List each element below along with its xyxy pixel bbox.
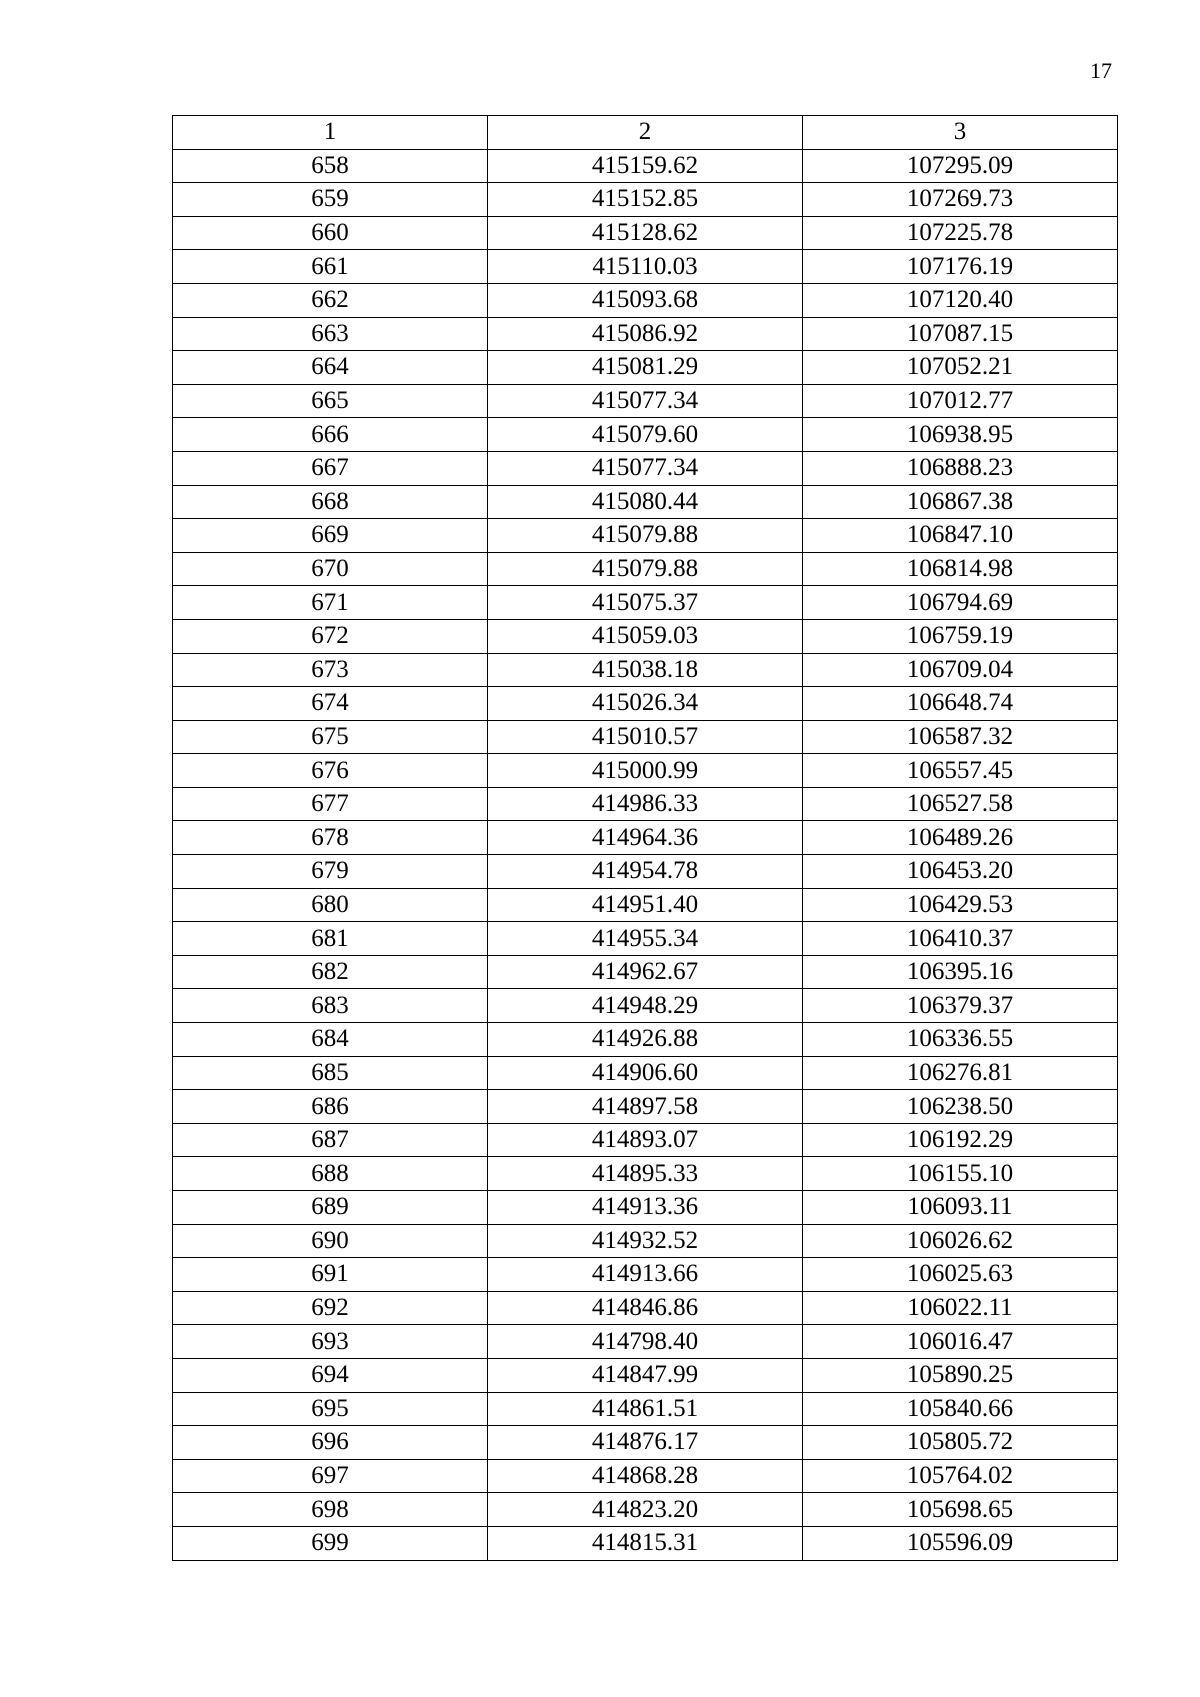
table-cell-col-3: 106938.95 — [803, 418, 1118, 452]
table-cell-col-2: 415059.03 — [488, 619, 803, 653]
table-cell-col-1: 664 — [173, 351, 488, 385]
table-row — [173, 1056, 1118, 1090]
table-cell-col-2: 414951.40 — [488, 888, 803, 922]
table-cell-col-3: 106429.53 — [803, 888, 1118, 922]
table-body — [173, 149, 1118, 1560]
table-cell-col-2: 415080.44 — [488, 485, 803, 519]
table-cell-col-2: 414913.36 — [488, 1191, 803, 1225]
table-cell-col-2: 414895.33 — [488, 1157, 803, 1191]
table-cell-col-3: 105596.09 — [803, 1526, 1118, 1560]
table-cell-col-2: 415079.88 — [488, 552, 803, 586]
table-cell-col-3: 105805.72 — [803, 1426, 1118, 1460]
table-cell-col-2: 415077.34 — [488, 451, 803, 485]
table-cell-col-3: 106587.32 — [803, 720, 1118, 754]
table-cell-col-1: 674 — [173, 687, 488, 721]
table-cell-col-1: 662 — [173, 283, 488, 317]
table-cell-col-3: 106888.23 — [803, 451, 1118, 485]
table-cell-col-1: 696 — [173, 1426, 488, 1460]
table-cell-col-2: 414893.07 — [488, 1123, 803, 1157]
table-row — [173, 317, 1118, 351]
table-cell-col-3: 106847.10 — [803, 519, 1118, 553]
table-row — [173, 283, 1118, 317]
table-cell-col-2: 414955.34 — [488, 922, 803, 956]
table-cell-col-2: 415086.92 — [488, 317, 803, 351]
table-cell-col-3: 106648.74 — [803, 687, 1118, 721]
table-cell-col-2: 414964.36 — [488, 821, 803, 855]
table-cell-col-1: 659 — [173, 183, 488, 217]
table-cell-col-2: 415079.60 — [488, 418, 803, 452]
table-cell-col-2: 414913.66 — [488, 1258, 803, 1292]
table-row — [173, 1090, 1118, 1124]
table-row — [173, 183, 1118, 217]
table-row — [173, 250, 1118, 284]
table-row — [173, 216, 1118, 250]
table-row — [173, 653, 1118, 687]
table-cell-col-2: 414798.40 — [488, 1325, 803, 1359]
coordinates-table — [172, 115, 1118, 1561]
table-cell-col-3: 107176.19 — [803, 250, 1118, 284]
table-cell-col-1: 671 — [173, 586, 488, 620]
table-cell-col-2: 414823.20 — [488, 1493, 803, 1527]
table-cell-col-3: 106379.37 — [803, 989, 1118, 1023]
table-row — [173, 351, 1118, 385]
table-cell-col-2: 415000.99 — [488, 754, 803, 788]
table-cell-col-1: 690 — [173, 1224, 488, 1258]
table-cell-col-2: 414861.51 — [488, 1392, 803, 1426]
table-cell-col-3: 106192.29 — [803, 1123, 1118, 1157]
table-cell-col-3: 106814.98 — [803, 552, 1118, 586]
table-cell-col-2: 414868.28 — [488, 1459, 803, 1493]
table-row — [173, 922, 1118, 956]
table-row — [173, 720, 1118, 754]
table-cell-col-3: 105698.65 — [803, 1493, 1118, 1527]
table-cell-col-2: 415026.34 — [488, 687, 803, 721]
table-cell-col-3: 106022.11 — [803, 1291, 1118, 1325]
table-cell-col-3: 105890.25 — [803, 1358, 1118, 1392]
table-row — [173, 1157, 1118, 1191]
table-cell-col-2: 414906.60 — [488, 1056, 803, 1090]
table-cell-col-2: 415075.37 — [488, 586, 803, 620]
table-row — [173, 519, 1118, 553]
table-cell-col-3: 107052.21 — [803, 351, 1118, 385]
table-cell-col-3: 105840.66 — [803, 1392, 1118, 1426]
table-cell-col-3: 106759.19 — [803, 619, 1118, 653]
table-cell-col-3: 106794.69 — [803, 586, 1118, 620]
table-cell-col-3: 105764.02 — [803, 1459, 1118, 1493]
table-cell-col-3: 106025.63 — [803, 1258, 1118, 1292]
table-cell-col-3: 106155.10 — [803, 1157, 1118, 1191]
table-cell-col-2: 414948.29 — [488, 989, 803, 1023]
table-cell-col-1: 693 — [173, 1325, 488, 1359]
table-cell-col-1: 694 — [173, 1358, 488, 1392]
table-row — [173, 1392, 1118, 1426]
table-cell-col-2: 415110.03 — [488, 250, 803, 284]
column-header-3: 3 — [803, 116, 1118, 150]
table-row — [173, 1325, 1118, 1359]
table-cell-col-1: 667 — [173, 451, 488, 485]
table-cell-col-3: 107087.15 — [803, 317, 1118, 351]
table-cell-col-2: 414932.52 — [488, 1224, 803, 1258]
table-cell-col-3: 106336.55 — [803, 1023, 1118, 1057]
table-row — [173, 1291, 1118, 1325]
table-cell-col-2: 415081.29 — [488, 351, 803, 385]
table-row — [173, 855, 1118, 889]
table-cell-col-2: 415128.62 — [488, 216, 803, 250]
table-cell-col-3: 106527.58 — [803, 787, 1118, 821]
table-cell-col-3: 107120.40 — [803, 283, 1118, 317]
table-row — [173, 619, 1118, 653]
table-cell-col-3: 107269.73 — [803, 183, 1118, 217]
table-cell-col-2: 414846.86 — [488, 1291, 803, 1325]
table-cell-col-1: 687 — [173, 1123, 488, 1157]
table-cell-col-1: 691 — [173, 1258, 488, 1292]
table-cell-col-1: 673 — [173, 653, 488, 687]
table-cell-col-1: 697 — [173, 1459, 488, 1493]
table-cell-col-1: 682 — [173, 955, 488, 989]
table-row — [173, 754, 1118, 788]
table-cell-col-2: 414926.88 — [488, 1023, 803, 1057]
table-row — [173, 1258, 1118, 1292]
table-cell-col-3: 106453.20 — [803, 855, 1118, 889]
table-cell-col-2: 414962.67 — [488, 955, 803, 989]
table-cell-col-2: 415152.85 — [488, 183, 803, 217]
table-cell-col-1: 663 — [173, 317, 488, 351]
table-cell-col-3: 106238.50 — [803, 1090, 1118, 1124]
table-cell-col-1: 699 — [173, 1526, 488, 1560]
table-cell-col-1: 681 — [173, 922, 488, 956]
table-cell-col-1: 678 — [173, 821, 488, 855]
table-cell-col-1: 677 — [173, 787, 488, 821]
table-cell-col-1: 688 — [173, 1157, 488, 1191]
table-cell-col-2: 415077.34 — [488, 384, 803, 418]
table-row — [173, 149, 1118, 183]
table-row — [173, 1358, 1118, 1392]
table-cell-col-1: 658 — [173, 149, 488, 183]
table-cell-col-3: 106093.11 — [803, 1191, 1118, 1225]
table-row — [173, 687, 1118, 721]
table-cell-col-1: 668 — [173, 485, 488, 519]
table-cell-col-1: 661 — [173, 250, 488, 284]
table-cell-col-1: 695 — [173, 1392, 488, 1426]
table-cell-col-3: 106410.37 — [803, 922, 1118, 956]
table-cell-col-1: 672 — [173, 619, 488, 653]
table-row — [173, 1426, 1118, 1460]
table-cell-col-3: 106867.38 — [803, 485, 1118, 519]
table-row — [173, 552, 1118, 586]
table-row — [173, 1123, 1118, 1157]
table-row — [173, 989, 1118, 1023]
table-cell-col-2: 414954.78 — [488, 855, 803, 889]
table-cell-col-3: 106395.16 — [803, 955, 1118, 989]
page-number: 17 — [1090, 58, 1112, 83]
table-cell-col-3: 106026.62 — [803, 1224, 1118, 1258]
table-row — [173, 787, 1118, 821]
table-cell-col-1: 669 — [173, 519, 488, 553]
table-row — [173, 1191, 1118, 1225]
table-row — [173, 888, 1118, 922]
table-row — [173, 418, 1118, 452]
table-cell-col-2: 415038.18 — [488, 653, 803, 687]
table-row — [173, 451, 1118, 485]
table-row — [173, 1493, 1118, 1527]
table-cell-col-1: 679 — [173, 855, 488, 889]
table-cell-col-1: 670 — [173, 552, 488, 586]
table-row — [173, 1224, 1118, 1258]
table-cell-col-3: 106489.26 — [803, 821, 1118, 855]
table-row — [173, 1023, 1118, 1057]
table-cell-col-1: 680 — [173, 888, 488, 922]
table-cell-col-2: 415159.62 — [488, 149, 803, 183]
table-cell-col-2: 414986.33 — [488, 787, 803, 821]
table-cell-col-1: 666 — [173, 418, 488, 452]
table-cell-col-1: 692 — [173, 1291, 488, 1325]
table-cell-col-1: 685 — [173, 1056, 488, 1090]
table-cell-col-1: 686 — [173, 1090, 488, 1124]
table-cell-col-3: 107295.09 — [803, 149, 1118, 183]
table-cell-col-1: 683 — [173, 989, 488, 1023]
table-cell-col-2: 414897.58 — [488, 1090, 803, 1124]
column-header-2: 2 — [488, 116, 803, 150]
table-cell-col-1: 665 — [173, 384, 488, 418]
table-cell-col-2: 414847.99 — [488, 1358, 803, 1392]
table-cell-col-3: 106276.81 — [803, 1056, 1118, 1090]
table-cell-col-2: 414815.31 — [488, 1526, 803, 1560]
table-cell-col-3: 107012.77 — [803, 384, 1118, 418]
table-header-row — [173, 116, 1118, 150]
table-row — [173, 384, 1118, 418]
table-cell-col-1: 660 — [173, 216, 488, 250]
table-row — [173, 955, 1118, 989]
table-cell-col-1: 698 — [173, 1493, 488, 1527]
table-cell-col-2: 415010.57 — [488, 720, 803, 754]
column-header-1: 1 — [173, 116, 488, 150]
table-row — [173, 1459, 1118, 1493]
table-cell-col-1: 689 — [173, 1191, 488, 1225]
table-row — [173, 821, 1118, 855]
table-cell-col-3: 106016.47 — [803, 1325, 1118, 1359]
table-cell-col-1: 676 — [173, 754, 488, 788]
table-cell-col-1: 675 — [173, 720, 488, 754]
table-cell-col-1: 684 — [173, 1023, 488, 1057]
table-cell-col-2: 415093.68 — [488, 283, 803, 317]
table-row — [173, 586, 1118, 620]
table-cell-col-3: 106709.04 — [803, 653, 1118, 687]
table-cell-col-2: 414876.17 — [488, 1426, 803, 1460]
table-cell-col-3: 107225.78 — [803, 216, 1118, 250]
table-row — [173, 485, 1118, 519]
table-cell-col-3: 106557.45 — [803, 754, 1118, 788]
table-cell-col-2: 415079.88 — [488, 519, 803, 553]
table-row — [173, 1526, 1118, 1560]
